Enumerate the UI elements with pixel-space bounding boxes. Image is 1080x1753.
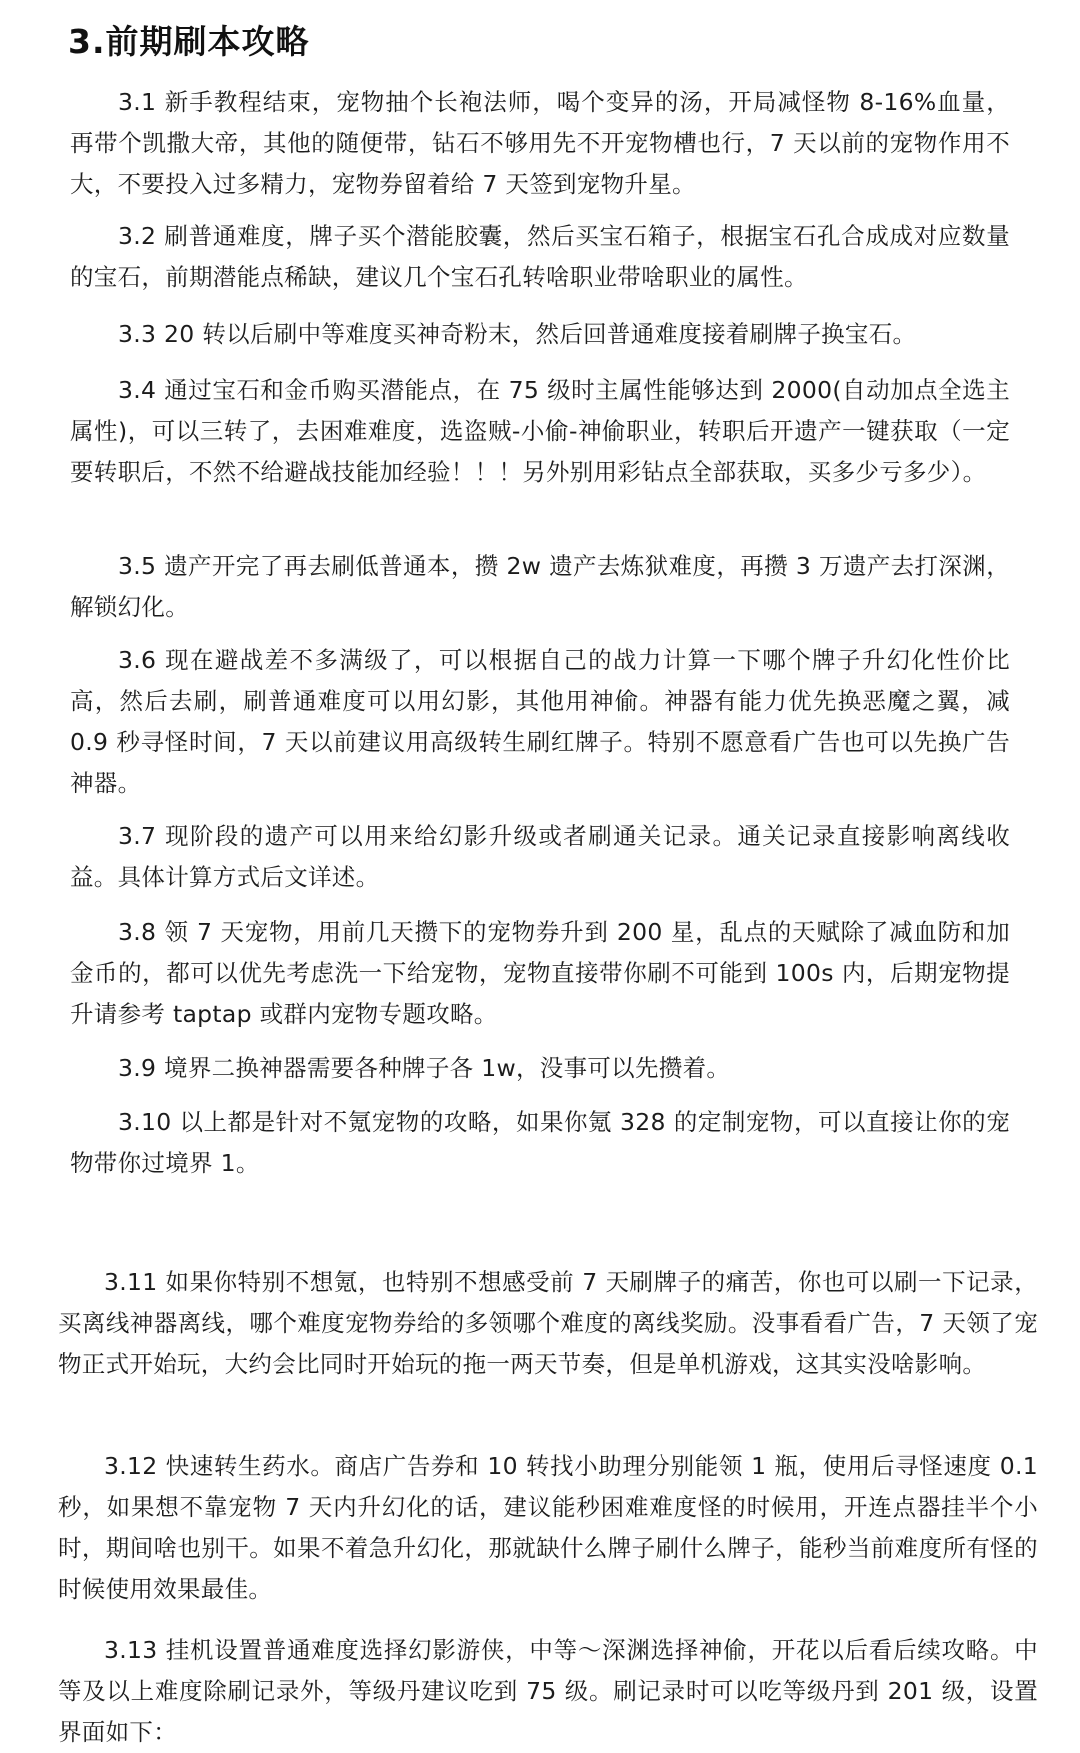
paragraph-3-4: 3.4 通过宝石和金币购买潜能点，在 75 级时主属性能够达到 2000(自动加点全选主属性)，可以三转了，去困难难度，选盗贼-小偷-神偷职业，转职后开遗产一键获取（一定要转职后，不然不给避战技能加经验！！！另外别用彩钻点全部获取，买多少亏多少）。 xyxy=(70,376,1010,486)
section-heading: 3.前期刷本攻略 xyxy=(68,22,310,61)
paragraph-3-6: 3.6 现在避战差不多满级了，可以根据自己的战力计算一下哪个牌子升幻化性价比高，然后去刷，刷普通难度可以用幻影，其他用神偷。神器有能力优先换恶魔之翼，减 0.9 秒寻怪时间，7 天以前建议用高级转生刷红牌子。特别不愿意看广告也可以先换广告神器。 xyxy=(70,646,1010,797)
paragraph-3-13: 3.13 挂机设置普通难度选择幻影游侠，中等～深渊选择神偷，开花以后看后续攻略。中等及以上难度除刷记录外，等级丹建议吃到 75 级。刷记录时可以吃等级丹到 201 级，设置界面如下： xyxy=(58,1636,1038,1746)
paragraph-3-9: 3.9 境界二换神器需要各种牌子各 1w，没事可以先攒着。 xyxy=(118,1054,731,1082)
paragraph-3-1: 3.1 新手教程结束，宠物抽个长袍法师，喝个变异的汤，开局减怪物 8-16%血量，再带个凯撒大帝，其他的随便带，钻石不够用先不开宠物槽也行，7 天以前的宠物作用不大，不要投入过多精力，宠物券留着给 7 天签到宠物升星。 xyxy=(70,88,1010,198)
paragraph-3-2: 3.2 刷普通难度，牌子买个潜能胶囊，然后买宝石箱子，根据宝石孔合成成对应数量的宝石，前期潜能点稀缺，建议几个宝石孔转啥职业带啥职业的属性。 xyxy=(70,222,1010,291)
paragraph-3-10: 3.10 以上都是针对不氪宠物的攻略，如果你氪 328 的定制宠物，可以直接让你的宠物带你过境界 1。 xyxy=(70,1108,1010,1177)
paragraph-3-5: 3.5 遗产开完了再去刷低普通本，攒 2w 遗产去炼狱难度，再攒 3 万遗产去打深渊，解锁幻化。 xyxy=(70,552,1010,621)
paragraph-3-8: 3.8 领 7 天宠物，用前几天攒下的宠物券升到 200 星，乱点的天赋除了减血防和加金币的，都可以优先考虑洗一下给宠物，宠物直接带你刷不可能到 100s 内，后期宠物提升请参考 taptap 或群内宠物专题攻略。 xyxy=(70,918,1010,1028)
paragraph-3-12: 3.12 快速转生药水。商店广告券和 10 转找小助理分别能领 1 瓶，使用后寻怪速度 0.1 秒，如果想不靠宠物 7 天内升幻化的话，建议能秒困难难度怪的时候用，开连点器挂半个小时，期间啥也别干。如果不着急升幻化，那就缺什么牌子刷什么牌子，能秒当前难度所有怪的时候使用效果最佳。 xyxy=(58,1452,1038,1603)
paragraph-3-3: 3.3 20 转以后刷中等难度买神奇粉末，然后回普通难度接着刷牌子换宝石。 xyxy=(118,320,917,348)
paragraph-3-11: 3.11 如果你特别不想氪，也特别不想感受前 7 天刷牌子的痛苦，你也可以刷一下记录，买离线神器离线，哪个难度宠物券给的多领哪个难度的离线奖励。没事看看广告，7 天领了宠物正式开始玩，大约会比同时开始玩的拖一两天节奏，但是单机游戏，这其实没啥影响。 xyxy=(58,1268,1038,1378)
paragraph-3-7: 3.7 现阶段的遗产可以用来给幻影升级或者刷通关记录。通关记录直接影响离线收益。具体计算方式后文详述。 xyxy=(70,822,1010,891)
